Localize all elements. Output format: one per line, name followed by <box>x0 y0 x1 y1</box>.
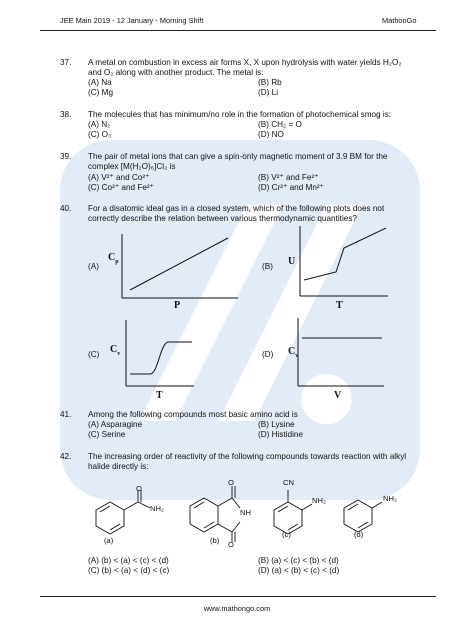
q42-option-a: (A) (b) < (a) < (c) < (d) <box>88 556 169 565</box>
q41-option-c: (C) Serine <box>88 430 126 439</box>
q41-option-d: (D) Histidine <box>258 430 304 439</box>
graph-b-y-label: U <box>288 256 296 267</box>
structure-b-nh: NH <box>240 508 251 517</box>
structure-c-aminobenzonitrile <box>274 490 312 534</box>
graph-c-cv-vs-t <box>124 318 196 388</box>
graph-d-cv-vs-v <box>296 316 386 388</box>
q40-option-d: (D) <box>262 350 274 359</box>
q41-line1: Among the following compounds most basic amino acid is <box>88 410 298 419</box>
structure-b-imide <box>190 486 240 542</box>
q37-option-c: (C) Mg <box>88 88 114 97</box>
q42-number: 42. <box>60 452 72 461</box>
q40-option-c: (C) <box>88 350 100 359</box>
header-left: JEE Main 2019 - 12 January - Morning Shift <box>60 16 204 25</box>
graph-a-cp-vs-p <box>120 232 240 300</box>
q37-line2: and O₂ along with another product. The metal is: <box>88 68 264 77</box>
q41-option-a: (A) Asparagine <box>88 420 143 429</box>
structure-a-benzamide <box>96 490 150 534</box>
q40-option-a: (A) <box>88 262 99 271</box>
q40-option-b: (B) <box>262 262 273 271</box>
q38-option-a: (A) N₂ <box>88 120 111 129</box>
structure-b-label: (b) <box>210 536 220 545</box>
q42-line2: halide directly is: <box>88 462 149 471</box>
structure-c-cn: CN <box>283 478 294 487</box>
header-right: MathonGo <box>382 16 417 25</box>
graph-a-curve <box>130 238 228 290</box>
q38-option-b: (B) CH₂ = O <box>258 120 302 129</box>
q37-option-d: (D) Li <box>258 88 279 97</box>
graph-c-y-label: $C_v$ <box>110 344 121 357</box>
q37-option-b: (B) Rb <box>258 78 282 87</box>
graph-b-x-label: T <box>336 300 343 311</box>
graph-c-curve <box>130 342 192 374</box>
structure-d-aniline <box>344 500 382 532</box>
q42-option-d: (D) (a) < (b) < (c) < (d) <box>258 566 340 575</box>
q39-option-c: (C) Co²⁺ and Fe²⁺ <box>88 183 154 192</box>
q40-line1: For a disatomic ideal gas in a closed system, which of the following plots does not <box>88 204 385 213</box>
graph-a-y-label: $C_p$ <box>108 252 119 265</box>
structure-d-label: (d) <box>354 530 364 539</box>
structure-a-group: NH₂ <box>150 504 164 513</box>
q37-option-a: (A) Na <box>88 78 112 87</box>
q40-number: 40. <box>60 204 72 213</box>
structure-b-o2: O <box>228 540 234 549</box>
footer-rule <box>40 596 436 597</box>
q39-option-a: (A) V²⁺ and Co²⁺ <box>88 173 150 182</box>
structure-b-o1: O <box>228 478 234 487</box>
q37-number: 37. <box>60 58 72 67</box>
q42-structures <box>88 480 458 548</box>
q39-line2: complex [M(H₂O)₆]Cl₂ is <box>88 162 176 171</box>
q40-line2: correctly describe the relation between various thermodynamic quantities? <box>88 214 357 223</box>
q39-option-d: (D) Cr²⁺ and Mn²⁺ <box>258 183 324 192</box>
structure-a-o: O <box>136 484 142 493</box>
q39-line1: The pair of metal ions that can give a spin-only magnetic moment of 3.9 BM for the <box>88 152 388 161</box>
graph-b-u-vs-t <box>298 224 390 298</box>
q38-line1: The molecules that has minimum/no role in the formation of photochemical smog is: <box>88 110 392 119</box>
structure-c-nh2: NH₂ <box>312 496 326 505</box>
q42-option-b: (B) (a) < (c) < (b) < (d) <box>258 556 339 565</box>
graph-a-x-label: P <box>174 300 181 311</box>
graph-c-x-label: T <box>156 390 163 401</box>
structure-d-nh2: NH₂ <box>383 494 397 503</box>
graph-d-y-label: $C_v$ <box>288 346 299 359</box>
q42-line1: The increasing order of reactivity of the following compounds towards reaction with alkyl <box>88 452 407 461</box>
q38-number: 38. <box>60 110 72 119</box>
graph-d-x-label: V <box>334 390 342 401</box>
graph-b-curve <box>304 228 386 280</box>
q39-option-b: (B) V²⁺ and Fe²⁺ <box>258 173 319 182</box>
q41-number: 41. <box>60 410 72 419</box>
q38-option-c: (C) O₃ <box>88 130 112 139</box>
q39-number: 39. <box>60 152 72 161</box>
q42-option-c: (C) (b) < (a) < (d) < (c) <box>88 566 170 575</box>
q41-option-b: (B) Lysine <box>258 420 295 429</box>
footer-url[interactable]: www.mathongo.com <box>203 604 271 613</box>
q38-option-d: (D) NO <box>258 130 284 139</box>
q37-line1: A metal on combustion in excess air forms X, X upon hydrolysis with water yields H₂O₂ <box>88 58 402 67</box>
header-rule <box>40 30 436 31</box>
structure-c-label: (c) <box>282 530 291 539</box>
structure-a-label: (a) <box>104 536 114 545</box>
